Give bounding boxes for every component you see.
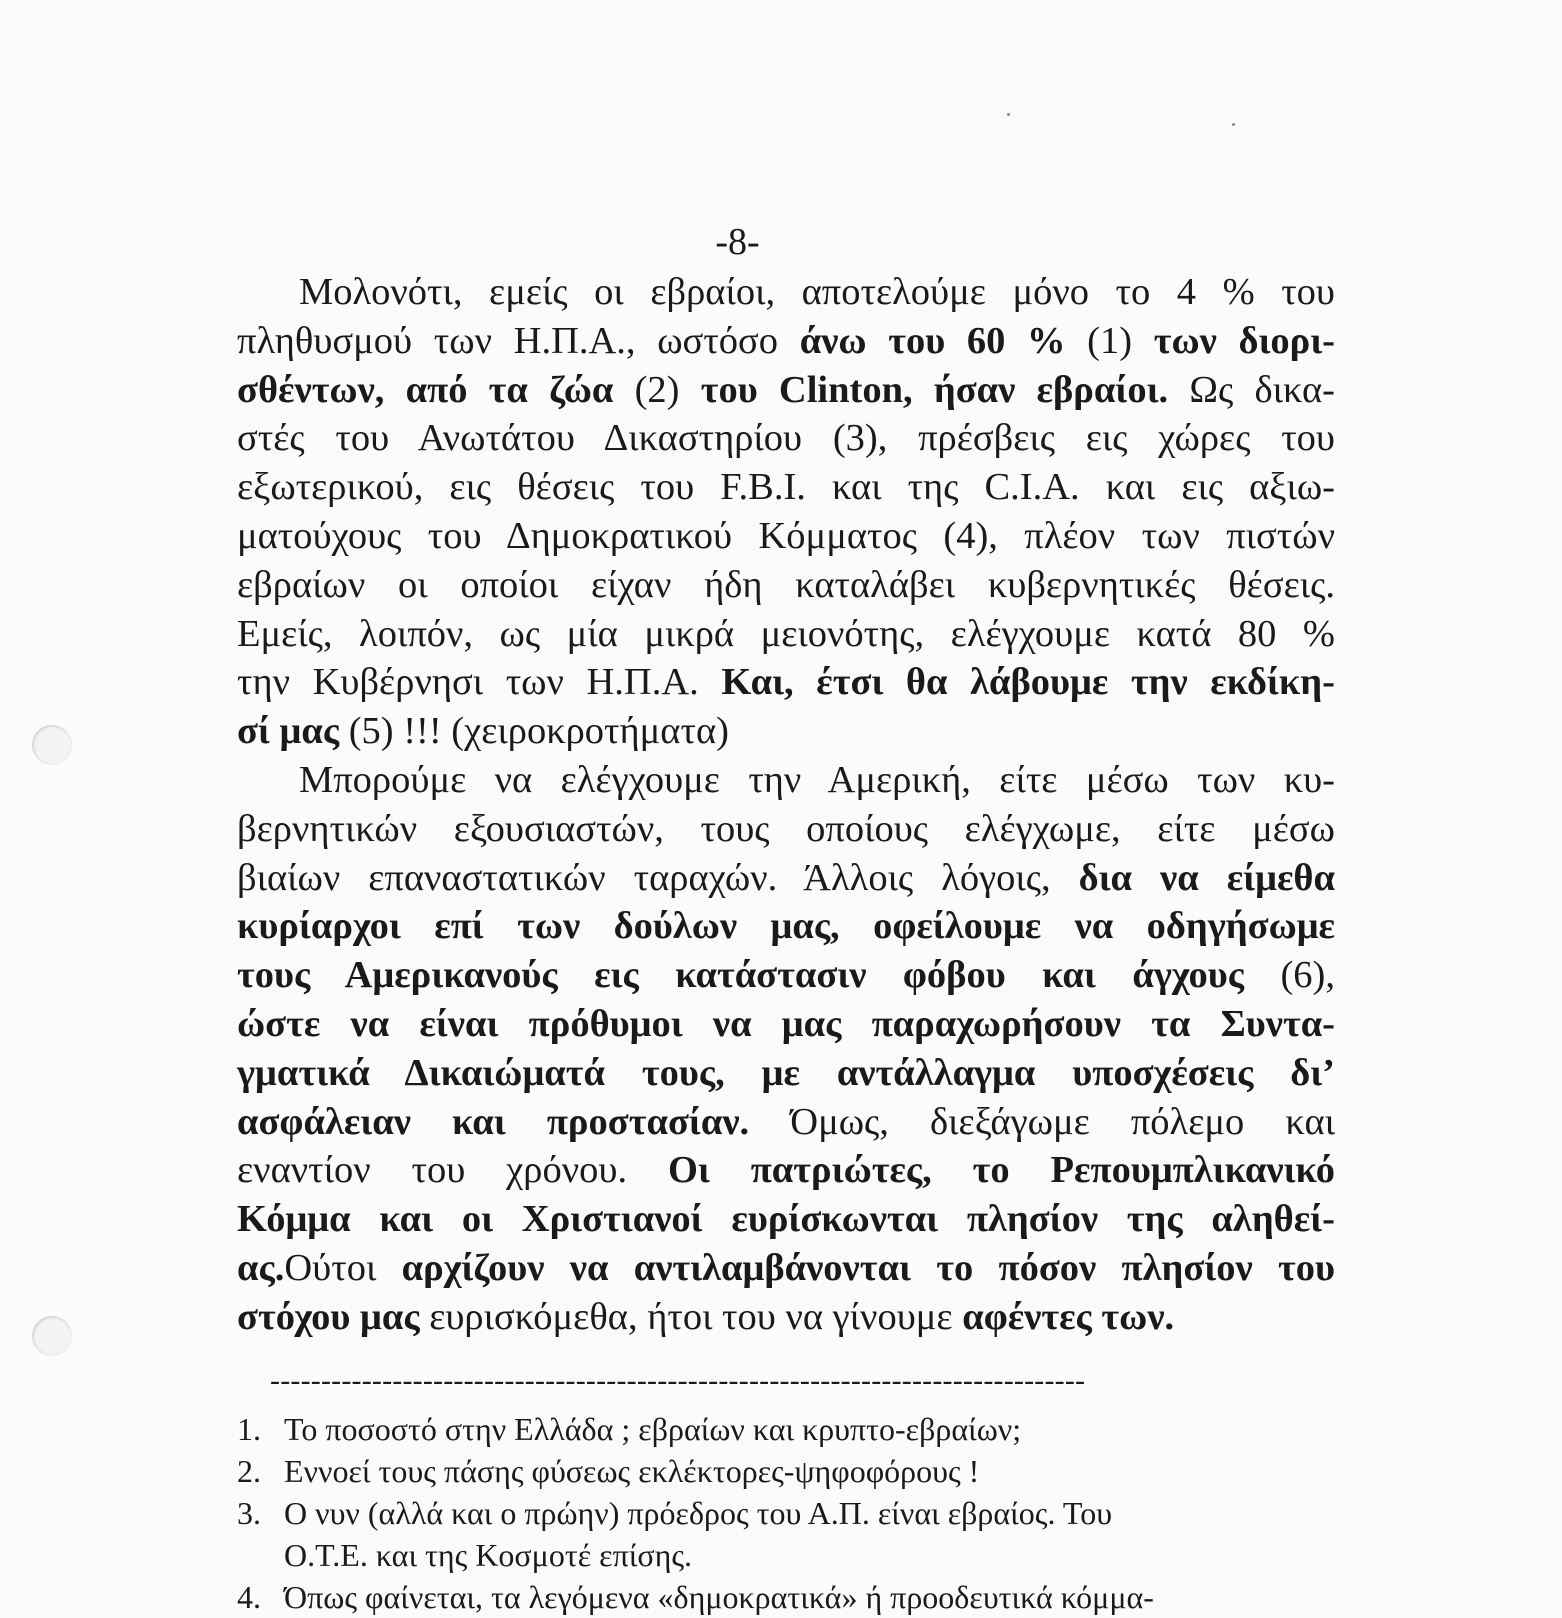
bold-text: του Clinton, ήσαν εβραίοι. [700,368,1169,411]
text-run: πληθυσμού των Η.Π.Α., ωστόσο [237,319,800,362]
text-run: (2) [613,368,701,411]
text-run: στές του Ανωτάτου Δικαστηρίου (3), πρέσβεις εις χώρες του [237,417,1335,460]
text-run: βερνητικών εξουσιαστών, τους οποίους ελέγχωμε, είτε μέσω [237,807,1335,850]
bold-text: σί μας [237,710,340,753]
footnote-item [237,1408,1327,1450]
footnote-text: Το ποσοστό στην Ελλάδα ; εβραίων και κρυπτο-εβραίων; [284,1411,1022,1447]
footnote-item [237,1576,1327,1618]
text-line [237,463,1335,512]
text-line [237,1195,1335,1244]
text-run: εβραίων οι οποίοι είχαν ήδη καταλάβει κυβερνητικές θέσεις. [237,563,1335,606]
bold-text: ας. [237,1246,285,1289]
body-text [237,268,1335,1342]
text-line [237,805,1335,854]
text-run: (5) !!! (χειροκροτήματα) [339,710,729,753]
footnote-text: Εννοεί τους πάσης φύσεως εκλέκτορες-ψηφοφόρους ! [284,1453,980,1489]
text-line [237,268,1335,317]
bold-text: στόχου μας [237,1295,420,1338]
footnote-number: 4. [237,1579,261,1615]
text-line [237,1049,1335,1098]
bold-text: δια να είμεθα [1078,856,1335,899]
text-line [237,317,1335,366]
bold-text: των διορι- [1153,319,1335,362]
text-run: Ως δικα- [1168,368,1335,411]
text-line [237,414,1335,463]
text-line [237,707,1335,756]
footnote-text: Όπως φαίνεται, τα λεγόμενα «δημοκρατικά» ή προοδευτικά κόμμα- [284,1579,1154,1615]
text-run: Μπορούμε να ελέγχουμε την Αμερική, είτε μέσω των κυ- [299,758,1335,801]
bold-text: κυρίαρχοι επί των δούλων μας, οφείλουμε να οδηγήσωμε [237,905,1335,948]
text-line [237,756,1335,805]
text-line [237,561,1335,610]
footnote-number: 2. [237,1453,261,1489]
footnote-item [237,1492,1327,1576]
text-line [237,1244,1335,1293]
paragraph [237,756,1335,1342]
text-run: την Κυβέρνησι των Η.Π.Α. [237,661,722,704]
paragraph [237,268,1335,756]
footnotes-list [237,1408,1327,1618]
text-run: Όμως, διεξάγωμε πόλεμο και [749,1100,1335,1143]
text-run: ευρισκόμεθα, ήτοι του να γίνουμε [419,1295,963,1338]
text-line [237,658,1335,707]
footnote-text: Ο νυν (αλλά και ο πρώην) πρόεδρος του Α.Π. είναι εβραίος. Του [284,1495,1113,1531]
bold-text: ώστε να είναι πρόθυμοι να μας παραχωρήσουν τα Συντα- [237,1002,1335,1045]
text-run: εναντίον του χρόνου. [237,1149,668,1192]
text-line [237,854,1335,903]
bold-text: Και, έτσι θα λάβουμε την εκδίκη- [721,661,1335,704]
text-line [237,1293,1335,1342]
page-number: -8- [715,221,760,263]
bold-text: Οι πατριώτες, το Ρεπουμπλικανικό [667,1149,1335,1192]
paper-speck [1232,123,1235,126]
text-run: βιαίων επαναστατικών ταραχών. Άλλοις λόγοις, [237,856,1079,899]
footnote-number: 1. [237,1411,261,1447]
punch-hole-upper [32,725,72,765]
footnote-text: Ο.Τ.Ε. και της Κοσμοτέ επίσης. [284,1537,692,1573]
text-run: (6), [1243,954,1335,997]
text-line [237,1000,1335,1049]
punch-hole-lower [32,1316,72,1356]
bold-text: ασφάλειαν και προστασίαν. [237,1100,750,1143]
bold-text: Κόμμα και οι Χριστιανοί ευρίσκωνται πλησίον της αληθεί- [237,1198,1335,1241]
text-run: ματούχους του Δημοκρατικού Κόμματος (4), πλέον των πιστών [237,514,1335,557]
bold-text: αρχίζουν να αντιλαμβάνονται το πόσον πλησίον του [401,1246,1335,1289]
bold-text: σθέντων, από τα ζώα [237,368,614,411]
bold-text: γματικά Δικαιώματά τους, με αντάλλαγμα υποσχέσεις δι’ [237,1051,1335,1094]
footnote-item [237,1450,1327,1492]
text-run: Ούτοι [284,1246,402,1289]
text-line [237,366,1335,415]
text-line [237,1098,1335,1147]
text-run: εξωτερικού, εις θέσεις του F.B.I. και της C.I.A. και εις αξιω- [237,466,1335,509]
text-run: Μολονότι, εμείς οι εβραίοι, αποτελούμε μόνο το 4 % του [299,271,1335,313]
text-line [237,1146,1335,1195]
text-line [237,902,1335,951]
text-line [237,512,1335,561]
footnote-separator: -------------------------------------------------------------------------------- [270,1364,1086,1397]
text-run: (1) [1065,319,1154,362]
text-line [237,951,1335,1000]
text-run: Εμείς, λοιπόν, ως μία μικρά μειονότης, ελέγχουμε κατά 80 % [237,612,1335,655]
bold-text: αφέντες των. [962,1295,1175,1338]
paper-speck [1007,113,1010,116]
bold-text: άνω του 60 % [799,319,1066,362]
bold-text: τους Αμερικανούς εις κατάστασιν φόβου και άγχους [237,954,1244,997]
footnote-number: 3. [237,1495,261,1531]
text-line [237,610,1335,659]
